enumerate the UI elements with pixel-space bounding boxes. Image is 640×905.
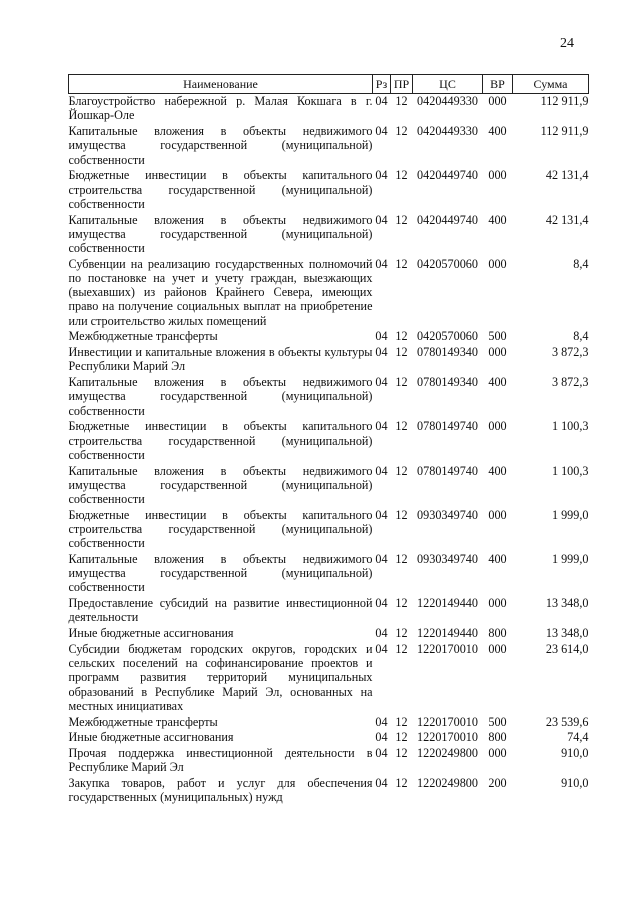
cell-sum: 1 999,0 [551,507,589,522]
cell-pr: 12 [395,212,408,227]
cell-name: Субсидии бюджетам городских округов, городских и сельских поселений на софинансирование проектов и программ развития территорий муниципальных образований в Республике Марий Эл, основанных на местных инициативах [68,642,373,713]
cell-pr: 12 [395,168,408,183]
cell-vr: 000 [488,256,507,271]
cell-rz: 04 [375,626,388,641]
cell-rz: 04 [375,256,388,271]
cell-pr: 12 [395,94,408,109]
cell-cs: 1220170010 [417,642,478,657]
cell-vr: 800 [488,626,507,641]
cell-sum: 1 999,0 [551,552,589,567]
cell-sum: 1 100,3 [551,419,589,434]
cell-rz: 04 [375,419,388,434]
cell-pr: 12 [395,776,408,791]
cell-pr: 12 [395,463,408,478]
cell-cs: 0420449330 [417,94,478,109]
cell-name: Благоустройство набережной р. Малая Кокшага в г. Йошкар-Оле [68,94,373,123]
cell-cs: 0420449330 [417,124,478,139]
cell-sum: 42 131,4 [545,212,589,227]
cell-cs: 0780149340 [417,375,478,390]
cell-pr: 12 [395,596,408,611]
cell-vr: 400 [488,375,507,390]
cell-sum: 112 911,9 [540,124,589,139]
table-row [69,626,589,642]
table-row [69,776,589,806]
table-row [69,730,589,746]
cell-pr: 12 [395,730,408,745]
cell-name: Капитальные вложения в объекты недвижимого имущества государственной (муниципальной) собственности [68,124,373,167]
cell-sum: 3 872,3 [551,375,589,390]
cell-vr: 400 [488,212,507,227]
cell-sum: 13 348,0 [545,596,589,611]
cell-pr: 12 [395,642,408,657]
cell-rz: 04 [375,642,388,657]
cell-cs: 1220170010 [417,714,478,729]
cell-cs: 1220149440 [417,626,478,641]
cell-name: Капитальные вложения в объекты недвижимого имущества государственной (муниципальной) собственности [68,552,373,595]
cell-cs: 0930349740 [417,552,478,567]
cell-sum: 74,4 [567,730,589,745]
cell-vr: 800 [488,730,507,745]
cell-rz: 04 [375,552,388,567]
table-row [69,213,589,257]
cell-name: Иные бюджетные ассигнования [68,626,234,641]
cell-pr: 12 [395,419,408,434]
cell-rz: 04 [375,94,388,109]
cell-sum: 42 131,4 [545,168,589,183]
table-row [69,94,589,125]
cell-vr: 200 [488,776,507,791]
cell-pr: 12 [395,626,408,641]
cell-vr: 000 [488,507,507,522]
cell-cs: 0420449740 [417,212,478,227]
cell-sum: 910,0 [561,746,589,761]
table-row [69,464,589,508]
cell-rz: 04 [375,730,388,745]
cell-name: Прочая поддержка инвестиционной деятельности в Республике Марий Эл [68,746,373,775]
cell-pr: 12 [395,329,408,344]
cell-sum: 8,4 [573,329,589,344]
table-row [69,508,589,552]
cell-name: Капитальные вложения в объекты недвижимого имущества государственной (муниципальной) собственности [68,463,373,507]
table-row [69,715,589,731]
cell-sum: 8,4 [573,256,589,271]
cell-pr: 12 [395,375,408,390]
cell-rz: 04 [375,596,388,611]
cell-vr: 000 [488,168,507,183]
cell-rz: 04 [375,714,388,729]
cell-rz: 04 [375,345,388,360]
cell-vr: 000 [488,746,507,761]
table-row [69,596,589,626]
cell-vr: 500 [488,329,507,344]
cell-rz: 04 [375,776,388,791]
cell-vr: 000 [488,94,507,109]
cell-sum: 23 539,6 [545,714,589,729]
cell-vr: 000 [488,345,507,360]
cell-pr: 12 [395,714,408,729]
table-row [69,746,589,776]
cell-name: Субвенции на реализацию государственных полномочий по постановке на учет и учету граждан, выезжающих (выехавших) из районов Крайнего Севера, имеющих право на получение социальных выплат на приобретение или строительство жилых помещений [68,256,373,328]
cell-name: Закупка товаров, работ и услуг для обеспечения государственных (муниципальных) нужд [68,776,373,805]
cell-cs: 1220249800 [417,746,478,761]
cell-vr: 000 [488,642,507,657]
cell-name: Межбюджетные трансферты [68,329,218,344]
cell-pr: 12 [395,124,408,139]
cell-pr: 12 [395,345,408,360]
cell-sum: 112 911,9 [540,94,589,109]
cell-sum: 3 872,3 [551,345,589,360]
page-number: 24 [560,36,574,51]
table-header-row [69,75,589,94]
cell-vr: 500 [488,714,507,729]
table-row [69,375,589,419]
table-row [69,552,589,596]
cell-sum: 1 100,3 [551,463,589,478]
table-row [69,168,589,212]
cell-name: Бюджетные инвестиции в объекты капитального строительства государственной (муниципальной) собственности [68,507,373,551]
table-row [69,124,589,168]
cell-rz: 04 [375,168,388,183]
cell-cs: 0420449740 [417,168,478,183]
table-row [69,345,589,375]
table-row [69,642,589,715]
cell-cs: 0930349740 [417,507,478,522]
cell-vr: 400 [488,463,507,478]
cell-vr: 000 [488,419,507,434]
cell-rz: 04 [375,375,388,390]
cell-cs: 1220149440 [417,596,478,611]
cell-vr: 000 [488,596,507,611]
cell-rz: 04 [375,507,388,522]
table-row [69,257,589,330]
cell-cs: 1220170010 [417,730,478,745]
cell-rz: 04 [375,463,388,478]
table-row [69,329,589,345]
header-sum: Сумма [513,75,589,94]
budget-table [68,74,589,806]
cell-pr: 12 [395,552,408,567]
cell-rz: 04 [375,746,388,761]
cell-rz: 04 [375,124,388,139]
table-row [69,419,589,463]
cell-cs: 0420570060 [417,329,478,344]
cell-name: Инвестиции и капитальные вложения в объекты культуры Республики Марий Эл [68,345,373,374]
cell-name: Капитальные вложения в объекты недвижимого имущества государственной (муниципальной) собственности [68,375,373,418]
header-rz: Рз [373,75,391,94]
cell-name: Капитальные вложения в объекты недвижимого имущества государственной (муниципальной) собственности [68,212,373,256]
cell-sum: 23 614,0 [545,642,589,657]
cell-vr: 400 [488,552,507,567]
cell-name: Предоставление субсидий на развитие инвестиционной деятельности [68,596,373,625]
cell-rz: 04 [375,212,388,227]
header-pr: ПР [391,75,413,94]
cell-pr: 12 [395,507,408,522]
cell-name: Иные бюджетные ассигнования [68,730,234,745]
cell-name: Бюджетные инвестиции в объекты капитального строительства государственной (муниципальной) собственности [68,168,373,211]
cell-vr: 400 [488,124,507,139]
cell-name: Бюджетные инвестиции в объекты капитального строительства государственной (муниципальной) собственности [68,419,373,462]
cell-cs: 1220249800 [417,776,478,791]
cell-pr: 12 [395,746,408,761]
cell-name: Межбюджетные трансферты [68,714,218,729]
cell-rz: 04 [375,329,388,344]
header-name: Наименование [69,75,373,94]
cell-sum: 910,0 [561,776,589,791]
cell-cs: 0780149340 [417,345,478,360]
cell-cs: 0780149740 [417,463,478,478]
header-cs: ЦС [413,75,483,94]
cell-pr: 12 [395,256,408,271]
cell-cs: 0420570060 [417,256,478,271]
cell-sum: 13 348,0 [545,626,589,641]
cell-cs: 0780149740 [417,419,478,434]
header-vr: ВР [483,75,513,94]
